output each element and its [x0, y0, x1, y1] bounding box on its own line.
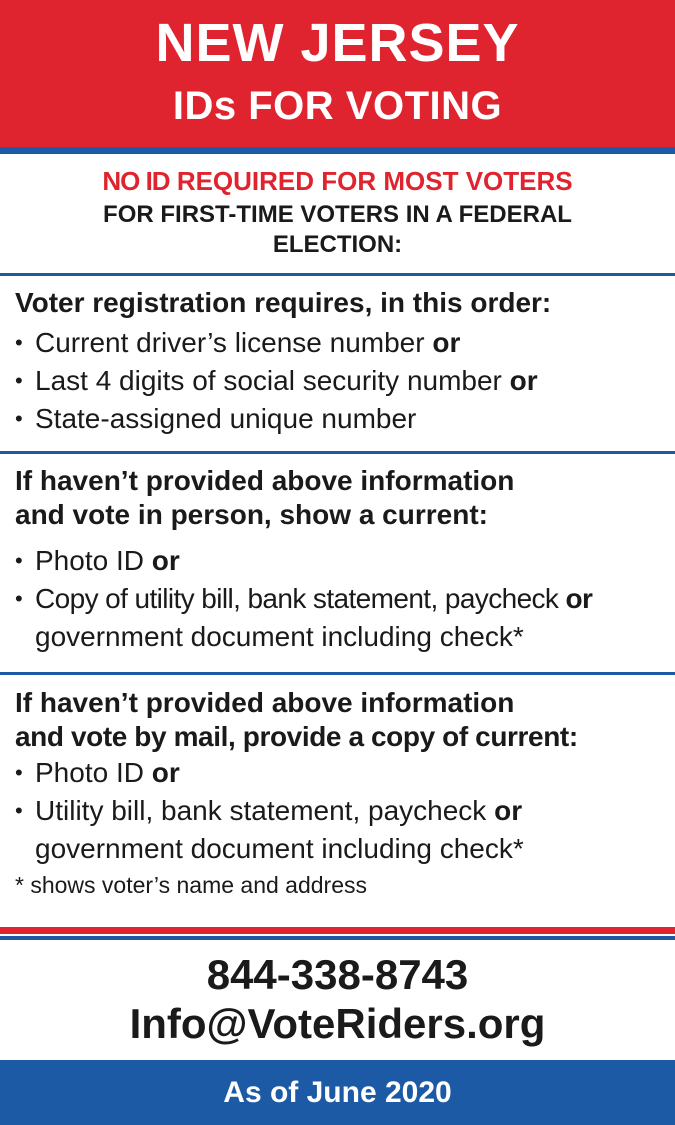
by-mail-heading-2: and vote by mail, provide a copy of current:: [15, 721, 578, 752]
as-of-date: As of June 2020: [223, 1076, 452, 1109]
registration-heading: Voter registration requires, in this order:: [15, 287, 552, 318]
intro-block: [0, 166, 675, 260]
header-blue-stripe: [0, 147, 675, 154]
subtitle: IDs FOR VOTING: [172, 84, 503, 128]
list-item: • Utility bill, bank statement, paycheck or government document including check*: [15, 792, 665, 868]
no-id-text: NO ID: [102, 166, 170, 196]
in-person-heading-2: and vote in person, show a current:: [15, 499, 488, 530]
no-id-line: [0, 166, 675, 196]
footer-banner: [0, 1060, 675, 1125]
divider: [0, 672, 675, 675]
list-item: • Photo ID or: [15, 754, 665, 792]
list-item: • State-assigned unique number: [15, 400, 665, 438]
registration-list: [15, 324, 665, 438]
divider: [0, 451, 675, 454]
email-address: Info@VoteRiders.org: [129, 1000, 546, 1047]
required-text: REQUIRED FOR MOST VOTERS: [169, 166, 573, 196]
by-mail-heading-1: If haven’t provided above information: [15, 687, 515, 718]
list-item: • Current driver’s license number or: [15, 324, 665, 362]
in-person-section: [15, 464, 665, 656]
registration-section: [15, 286, 665, 438]
divider: [0, 273, 675, 276]
in-person-heading-1: If haven’t provided above information: [15, 465, 515, 496]
list-item: • Last 4 digits of social security number or: [15, 362, 665, 400]
state-title: NEW JERSEY: [155, 13, 520, 73]
by-mail-section: [15, 686, 665, 900]
list-item: • Photo ID or: [15, 542, 665, 580]
in-person-list: [15, 542, 665, 656]
header-banner: [0, 0, 675, 147]
first-time-voters-line: FOR FIRST-TIME VOTERS IN A FEDERAL ELECTION:: [103, 201, 572, 258]
by-mail-list: [15, 754, 665, 868]
phone-number: 844-338-8743: [206, 951, 469, 998]
footnote: * shows voter’s name and address: [15, 872, 368, 898]
red-stripe: [0, 927, 675, 934]
contact-block: [0, 951, 675, 1049]
list-item: • Copy of utility bill, bank statement, paycheck or government document including check*: [15, 580, 665, 656]
blue-stripe: [0, 936, 675, 940]
